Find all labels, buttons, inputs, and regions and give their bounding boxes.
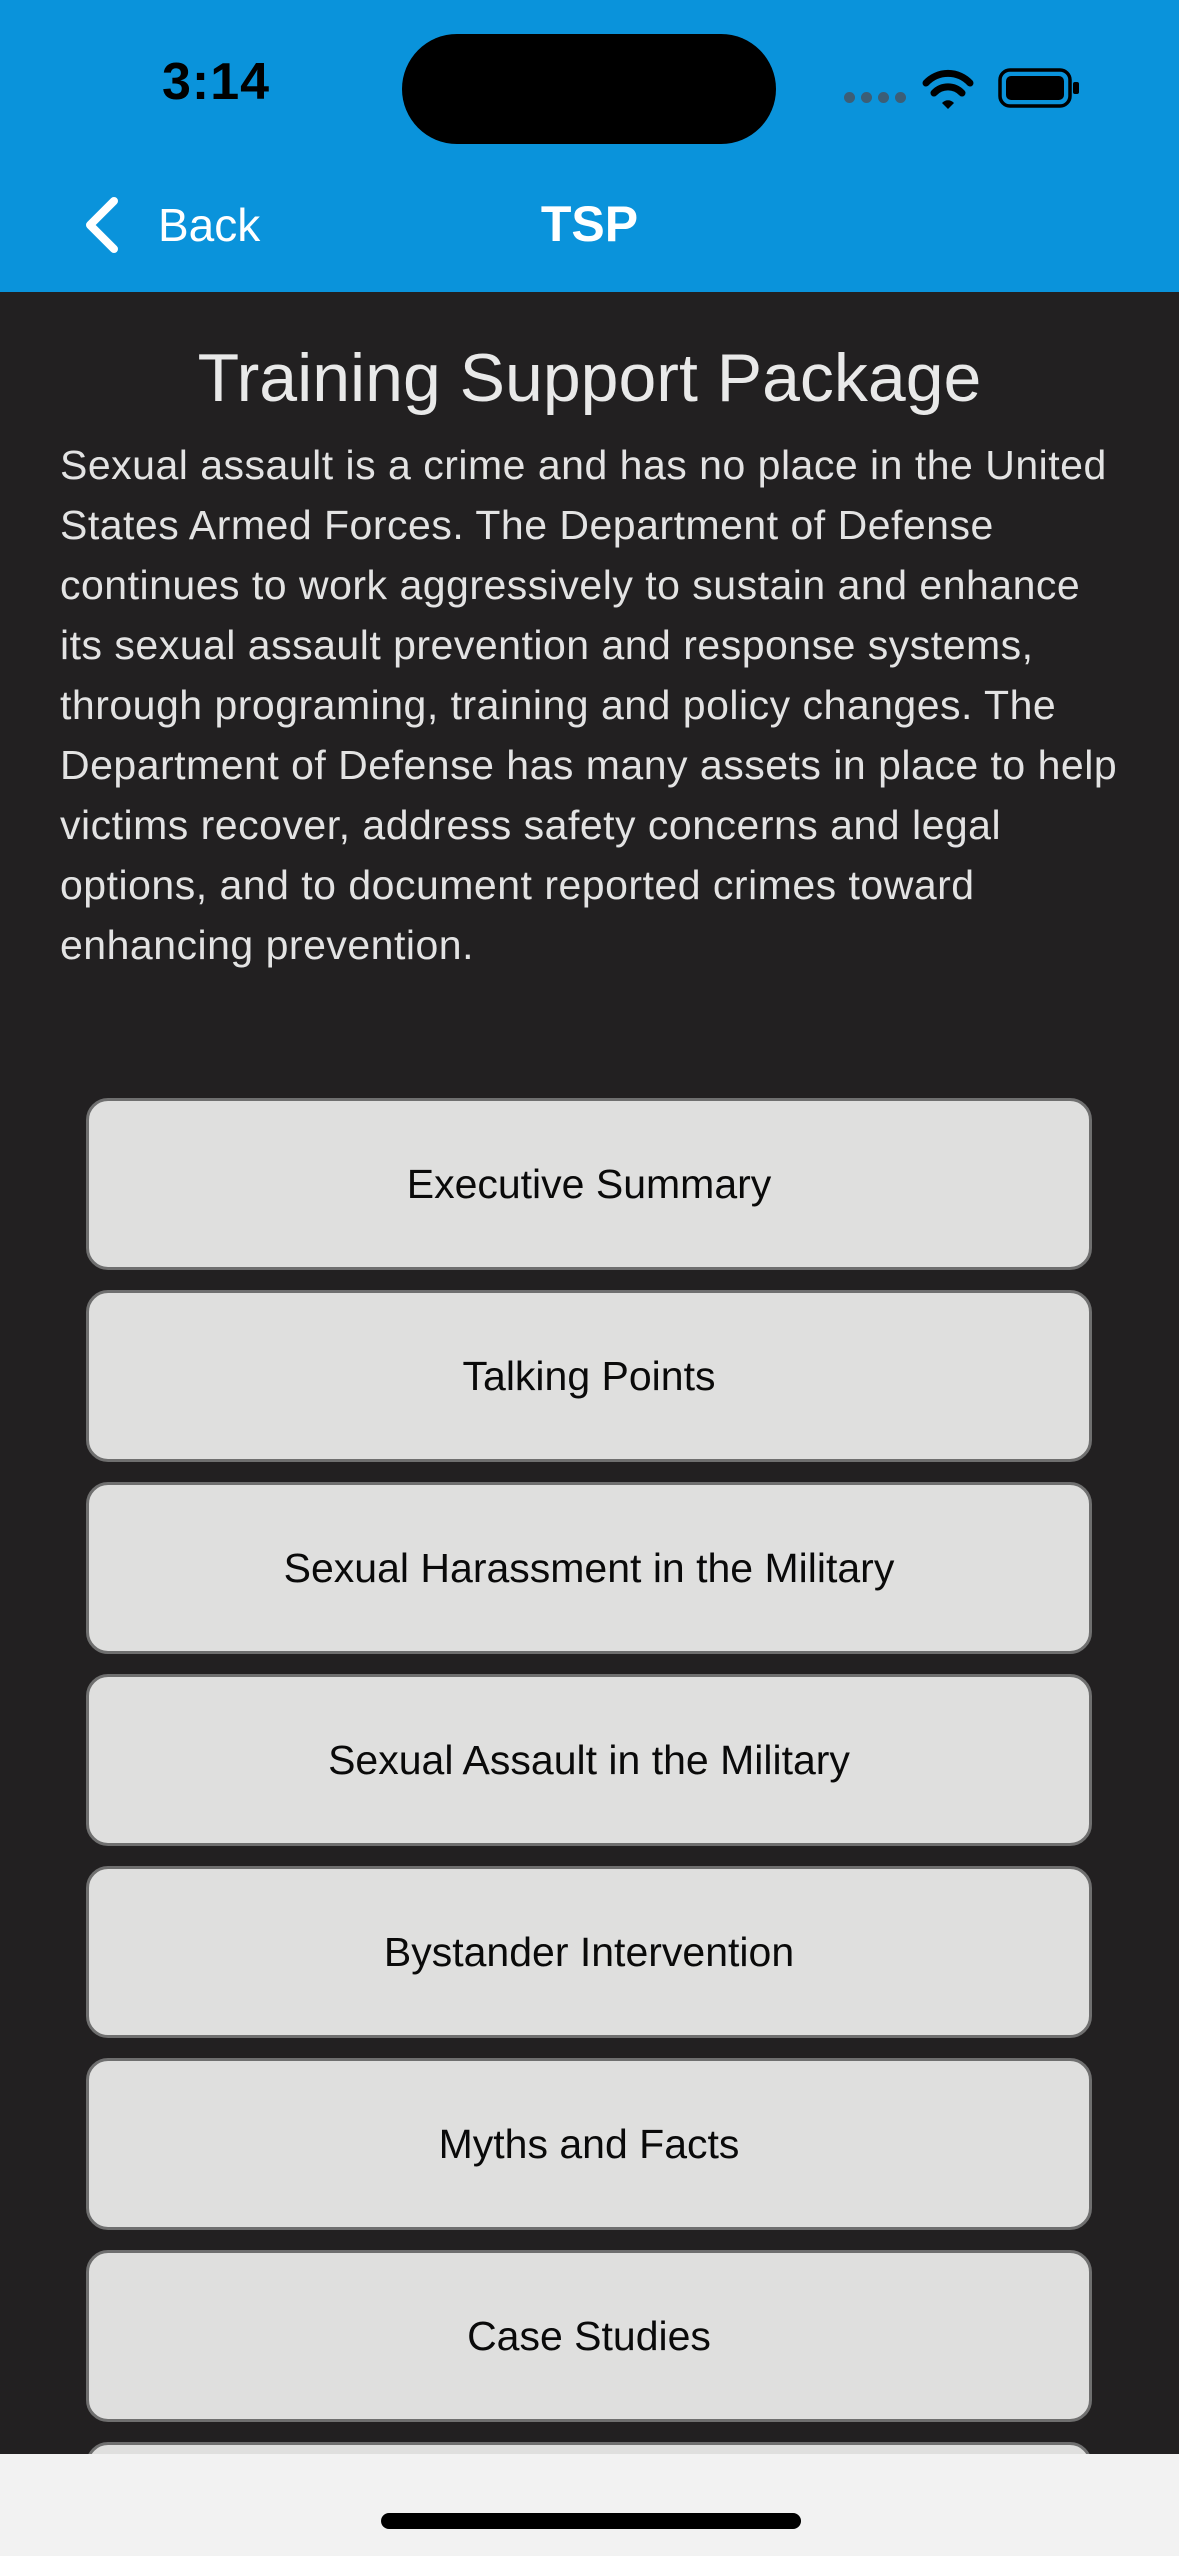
nav-title: TSP (540, 196, 639, 252)
cellular-signal-icon (844, 92, 906, 106)
status-time: 3:14 (162, 53, 271, 111)
sexual-assault-button[interactable]: Sexual Assault in the Military (86, 1674, 1092, 1846)
talking-points-button[interactable]: Talking Points (86, 1290, 1092, 1462)
page-title: Training Support Package (197, 340, 982, 416)
menu-list (86, 1098, 1092, 2454)
wifi-icon (922, 68, 974, 110)
sexual-harassment-button[interactable]: Sexual Harassment in the Military (86, 1482, 1092, 1654)
battery-icon (998, 68, 1080, 108)
bystander-intervention-button[interactable]: Bystander Intervention (86, 1866, 1092, 2038)
case-studies-button[interactable]: Case Studies (86, 2250, 1092, 2422)
myths-and-facts-button[interactable]: Myths and Facts (86, 2058, 1092, 2230)
back-label: Back (158, 199, 261, 251)
home-indicator[interactable] (381, 2513, 801, 2529)
partially-visible-menu-button[interactable] (86, 2442, 1092, 2454)
dynamic-island (402, 34, 776, 144)
executive-summary-button[interactable]: Executive Summary (86, 1098, 1092, 1270)
intro-text: Sexual assault is a crime and has no place in the United States Armed Forces. The Department of Defense continues to work aggressively to sustain and enhance its sexual assault prevention and response systems, through programing, training and policy changes. The Department of Defense has many assets in place to help victims recover, address safety concerns and legal options, and to document reported crimes toward enhancing prevention. (60, 442, 1118, 968)
bottom-bar (0, 2454, 1179, 2556)
